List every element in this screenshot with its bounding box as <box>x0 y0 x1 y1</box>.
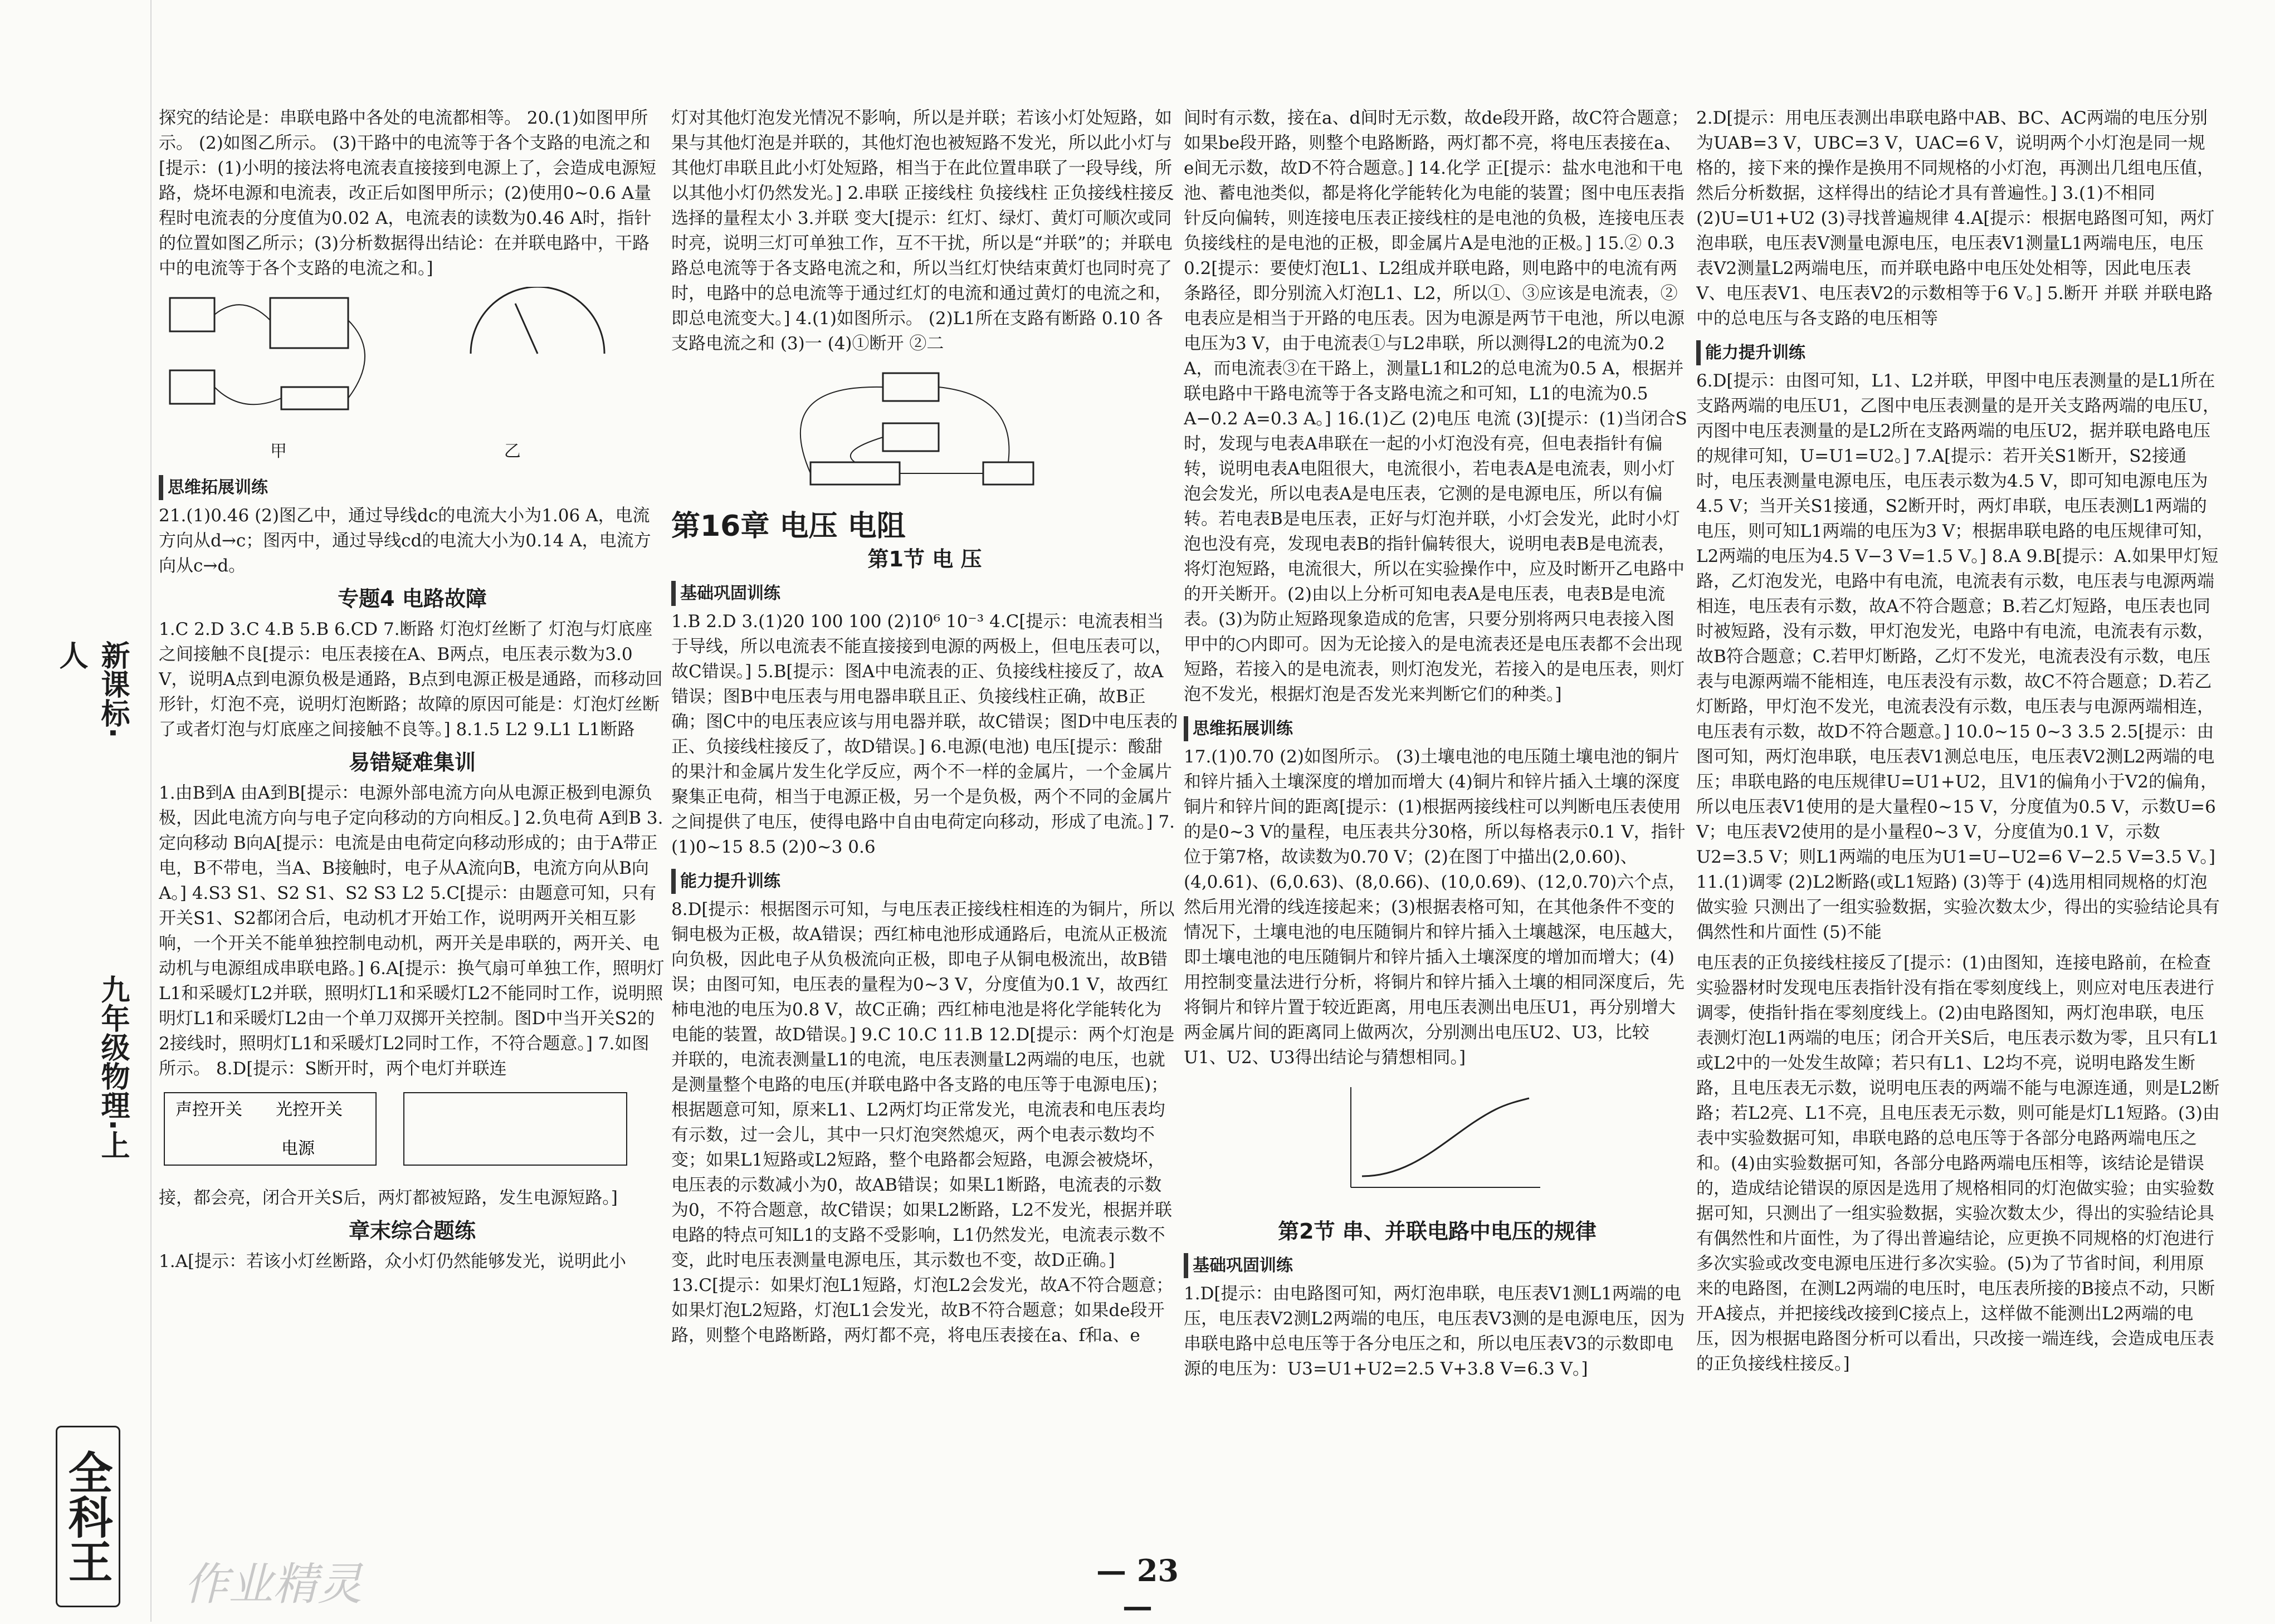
heading-error-prone: 易错疑难集训 <box>348 750 476 775</box>
battery <box>281 387 348 409</box>
wire-path <box>214 305 365 404</box>
section-tag: 能力提升训练 <box>671 869 780 894</box>
watermark: 作业精灵 <box>184 1558 362 1610</box>
ammeter <box>270 298 348 348</box>
book-title: 九年级物理·上 <box>96 975 129 1160</box>
page-number: — 23 — <box>1096 1553 1179 1624</box>
section-title: 第2节 串、并联电路中电压的规律 <box>1278 1219 1597 1244</box>
col4-para-2: 6.D[提示：由图可知，L1、L2并联，甲图中电压表测量的是L1所在支路两端的电压U1，乙图中电压表测量的是开关支路两端的电压U，丙图中电压表测量的是L2所在支路两端的电压U2，据并联电路电压的规律可知，U=U1=U2。] 7.A[提示：若开关S1断开，S2接通时，电压表测量电源电压，电压表示数为4.5 V，即可知电源电压为4.5 V；当开关S1接通，S2断开时，两灯串联，电压表测L1两端的电压，则可知L1两端的电压为3 V；根据串联电路的电压规律可知，L2两端的电压为4.5 V−3 V=1.5 V。] 8.A 9.B[提示：A.如果甲灯短路，乙灯泡发光，电路中有电流，电流表有示数，电压表与电源两端相连，电压表有示数，故A不符合题意；B.若乙灯短路，电压表也同时被短路，没有示数，甲灯泡发光，电路中有电流，电流表有示数，故B符合题意；C.若甲灯断路，乙灯不发光，电流表没有示数，电压表与电源两端不能相连，电压表没有示数，故C不符合题意；D.若乙灯断路，甲灯泡不发光，电流表没有示数，电压表与电源两端相连，电压表有示数，故D不符合题意。] 10.0~15 0~3 3.5 2.5[提示：由图可知，两灯泡串联，电压表V1测总电压，电压表V2测L2两端的电压；串联电路的电压规律U=U1+U2，且V1的偏角小于V2的偏角，所以电压表V1使用的是大量程0~15 V，分度值为0.5 V，示数U=6 V；电压表V2使用的是小量程0~3 V，分度值为0.1 V，示数U2=3.5 V；则L1两端的电压为U1=U−U2=6 V−2.5 V=3.5 V。] 11.(1)调零 (2)L2断路(或L1短路) (3)等于 (4)选用相同规格的灯泡做实验 只测出了一组实验数据，实验次数太少，得出的实验结论具有偶然性和片面性 (5)不能 <box>1696 371 2220 942</box>
lamp-base-1 <box>170 298 214 331</box>
section-tag: 基础巩固训练 <box>1184 1253 1293 1278</box>
brand-logo: 全科王 <box>56 1426 120 1607</box>
voltage-depth-chart <box>1184 1076 1691 1211</box>
parallel-circuit-figure <box>671 362 1178 503</box>
col3-para-1: 间时有示数，接在a、d间时无示数，故de段开路，故C符合题意；如果be段开路，则整个电路断路，两灯都不亮，将电压表接在a、e间无示数，故D不符合题意。] 14.化学 正[提示：盐水电池和干电池、蓄电池类似，都是将化学能转化为电能的装置；图中电压表指针反向偏转，则连接电压表正接线柱的是电池的负极，连接电压表负接线柱的是电池的正极，即金属片A是电池的正极。] 15.② 0.3 0.2[提示：要使灯泡L1、L2组成并联电路，则电路中的电流有两条路径，即分别流入灯泡L1、L2，所以①、③应该是电流表，②电表应是相当于开路的电压表。因为电源是两节干电池，所以电源电压为3 V，由于电流表①与L2串联，所以测得L2的电流为0.2 A，而电流表③在干路上，测量L1和L2的总电流为0.5 A，根据并联电路中干路电流等于各支路电流之和可知，L1的电流为0.5 A−0.2 A=0.3 A。] 16.(1)乙 (2)电压 电流 (3)[提示：(1)当闭合S时，发现与电表A串联在一起的小灯泡没有亮，但电表指针有偏转，说明电表A电阻很大，电流很小，若电表A是电流表，则小灯泡会发光，所以电表A是电压表，它测的是电源电压，所以有偏转。若电表B是电压表，正好与灯泡并联，小灯会发光，此时小灯泡也没有亮，发现电表B的指针偏转很大，说明电表B是电流表，将灯泡短路，电流很大，所以在实验操作中，应及时断开乙电路中的开关断开。(2)由以上分析可知电表A是电压表，电表B是电流表。(3)为防止短路现象造成的危害，只要分别将两只电表接入图甲中的○内即可。因为无论接入的是电流表还是电压表都不会出现短路，若接入的是电流表，则灯泡发光，若接入的是电压表，则灯泡不发光，根据灯泡是否发光来判断它们的种类。] <box>1184 108 1689 705</box>
col1-para-1: 探究的结论是：串联电路中各处的电流都相等。 20.(1)如图甲所示。 (2)如图乙所示。 (3)干路中的电流等于各个支路的电流之和[提示：(1)小明的接法将电流表直接接到电源上了，会造成电源短路，烧坏电源和电流表，改正后如图甲所示；(2)使用0~0.6 A量程时电流表的分度值为0.02 A，电流表的读数为0.46 A时，指针的位置如图乙所示；(3)分析数据得出结论：在并联电路中，干路中的电流等于各个支路的电流之和。] <box>159 108 657 278</box>
section-tag: 思维拓展训练 <box>159 475 268 500</box>
col2-para-2: 1.B 2.D 3.(1)20 100 100 (2)10⁶ 10⁻³ 4.C[提示：电流表相当于导线，所以电流表不能直接接到电源的两极上，但电压表可以，故C错误。] 5.B[提示：图A中电流表的正、负接线柱接反了，故A错误；图B中电压表与用电器串联且正、负接线柱正确，故B正确；图C中的电压表应该与用电器并联，故C错误；图D中电压表的正、负接线柱接反了，故D错误。] 6.电源(电池) 电压[提示：酸甜的果汁和金属片发生化学反应，两个不一样的金属片，一个金属片聚集正电荷，相当于电源正极，另一个是负极，两个不同的金属片之间提供了电压，使得电路中自由电荷定向移动，形成了电流。] 7.(1)0~15 8.5 (2)0~3 0.6 <box>671 612 1178 857</box>
col1-para-3: 1.C 2.D 3.C 4.B 5.B 6.CD 7.断路 灯泡灯丝断了 灯泡与灯底座之间接触不良[提示：电压表接在A、B两点，电压表示数为3.0 V，说明A点到电源负极是通路，B点到电源正极是通路，而移动回形针，灯泡不亮，说明灯泡断路；故障的原因可能是：灯泡灯丝断了或者灯泡与灯底座之间接触不良等。] 8.1.5 L2 9.L1 L1断路 <box>159 619 663 740</box>
heading-chapter-exercise: 章末综合题练 <box>348 1219 476 1243</box>
section-tag: 基础巩固训练 <box>671 581 780 606</box>
col4-para-1: 2.D[提示：用电压表测出串联电路中AB、BC、AC两端的电压分别为UAB=3 V，UBC=3 V，UAC=6 V，说明两个小灯泡是同一规格的，接下来的操作是换用不同规格的小灯泡，再测出几组电压值，然后分析数据，这样得出的结论才具有普遍性。] 3.(1)不相同 (2)U=U1+U2 (3)寻找普遍规律 4.A[提示：根据电路图可知，两灯泡串联，电压表V测量电源电压，电压表V1测量L1两端电压，电压表V2测量L2两端电压，而并联电路中电压处处相等，因此电压表V、电压表V1、电压表V2的示数相等于6 V。] 5.断开 并联 并联电路中的总电压与各支路的电压相等 <box>1696 108 2215 329</box>
col1-para-2: 21.(1)0.46 (2)图乙中，通过导线dc的电流大小为1.06 A，电流方向从d→c；图丙中，通过导线cd的电流大小为0.14 A，电流方向从c→d。 <box>159 506 651 576</box>
col2-para-1: 灯对其他灯泡发光情况不影响，所以是并联；若该小灯处短路，如果与其他灯泡是并联的，其他灯泡也被短路不发光，所以此小灯与其他灯串联且此小灯处短路，相当于在此位置串联了一段导线，所以其他小灯仍然发光。] 2.串联 正接线柱 负接线柱 正负接线柱接反 选择的量程太小 3.并联 变大[提示：红灯、绿灯、黄灯可顺次或同时亮，说明三灯可单独工作，互不干扰，所以是“并联”的；并联电路总电流等于各支路电流之和，所以当红灯快结束黄灯也同时亮了时，电路中的总电流等于通过红灯的电流和通过黄灯的电流之和，即总电流变大。] 4.(1)如图所示。 (2)L1所在支路有断路 0.10 各支路电流之和 (3)一 (4)①断开 ②二 <box>671 108 1174 354</box>
series-label: 新课标·人 <box>54 640 129 738</box>
lamp-base-2 <box>170 370 214 404</box>
col1-para-6: 1.A[提示：若该小灯丝断路，众小灯仍然能够发光，说明此小 <box>159 1251 627 1271</box>
column-2 <box>671 106 1178 1548</box>
switch-circuit-figure <box>159 1087 666 1178</box>
section-tag: 思维拓展训练 <box>1184 716 1293 741</box>
power-source-label: 电源 <box>281 1139 315 1158</box>
section-title: 第1节 电 压 <box>867 547 982 571</box>
column-3 <box>1184 106 1691 1548</box>
col1-para-4: 1.由B到A 由A到B[提示：电源外部电流方向从电源正极到电源负极，因此电流方向与电子定向移动的方向相反。] 2.负电荷 A到B 3.定向移动 B向A[提示：电流是由电荷定向移动形成的；由于A带正电，B不带电，当A、B接触时，电子从A流向B，电流方向从B向A。] 4.S3 S1、S2 S1、S2 S3 L2 5.C[提示：由题意可知，只有开关S1、S2都闭合后，电动机才开始工作，说明两开关相互影响，一个开关不能单独控制电动机，两开关是串联的，两开关、电动机与电源组成串联电路。] 6.A[提示：换气扇可单独工作，照明灯L1和采暖灯L2并联，照明灯L1和采暖灯L2不能同时工作，说明照明灯L1和采暖灯L2由一个单刀双掷开关控制。图D中当开关S2的2接线时，照明灯L1和采暖灯L2同时工作，不符合题意。] 7.如图所示。 8.D[提示：S断开时，两个电灯并联连 <box>159 783 665 1079</box>
chapter-title: 第16章 电压 电阻 <box>671 510 906 543</box>
sound-switch-label: 声控开关 <box>175 1100 242 1119</box>
section-tag: 能力提升训练 <box>1696 340 1805 365</box>
col3-para-2: 17.(1)0.70 (2)如图所示。 (3)土壤电池的电压随土壤电池的铜片和锌片插入土壤深度的增加而增大 (4)铜片和锌片插入土壤的深度 铜片和锌片间的距离[提示：(1)根据两接线柱可以判断电压表使用的是0~3 V的量程，电压表共分30格，所以每格表示0.1 V，指针位于第7格，故读数为0.70 V；(2)在图丁中描出(2,0.60)、(4,0.61)、(6,0.63)、(8,0.66)、(10,0.69)、(12,0.70)六个点，然后用光滑的线连接起来；(3)根据表格可知，在其他条件不变的情况下，土壤电池的电压随铜片和锌片插入土壤越深，电压越大，即土壤电池的电压随铜片和锌片插入土壤深度的增加而增大；(4)用控制变量法进行分析，将铜片和锌片插入土壤的相同深度后，先将铜片和锌片置于较近距离，用电压表测出电压U1，再分别增大两金属片间的距离同上做两次，分别测出电压U2、U3，比较U1、U2、U3得出结论与猜想相同。] <box>1184 747 1686 1068</box>
figure-caption-b: 乙 <box>504 442 521 461</box>
meter-needle <box>515 304 538 354</box>
column-1 <box>159 106 666 1548</box>
col4-para-3: 电压表的正负接线柱接反了[提示：(1)由图知，连接电路前，在检查实验器材时发现电压表指针没有指在零刻度线上，则应对电压表进行调零，使指针指在零刻度线上。(2)由电路图知，两灯泡串联，电压表测灯泡L1两端的电压；闭合开关S后，电压表示数为零，且只有L1或L2中的一处发生故障；若只有L1、L2均不亮，说明电路发生断路，且电压表无示数，说明电压表的两端不能与电源连通，则是L2断路；若L2亮、L1不亮，且电压表无示数，则可能是灯L1短路。(3)由表中实验数据可知，串联电路的总电压等于各部分电路两端电压之和。(4)由实验数据可知，各部分电路两端电压相等，该结论是错误的，造成结论错误的原因是选用了规格相同的灯泡做实验；由实验数据可知，只测出了一组实验数据，实验次数太少，得出的实验结论具有偶然性和片面性，为了得出普遍结论，应更换不同规格的灯泡进行多次实验或改变电源电压进行多次实验。(5)为了节省时间，利用原来的电路图，在测L2两端的电压时，电压表所接的B接点不动，只断开A接点，并把接线改接到C接点上，这样做不能测出L2两端的电压，因为根据电路图分析可以看出，只改接一端连线，会造成电压表的正负接线柱接反。] <box>1696 953 2220 1374</box>
light-switch-label: 光控开关 <box>276 1100 343 1119</box>
sidebar <box>0 0 152 1622</box>
col2-para-3: 8.D[提示：根据图示可知，与电压表正接线柱相连的为铜片，所以铜电极为正极，故A错误；西红柿电池形成通路后，电流从正极流向负极，因此电子从负极流向正极，即电子从铜电极流出，故B错误；由图可知，电压表的量程为0~3 V，分度值为0.1 V，故西红柿电池的电压为0.8 V，故C正确；西红柿电池是将化学能转化为电能的装置，故D错误。] 9.C 10.C 11.B 12.D[提示：两个灯泡是并联的，电流表测量L1的电流，电压表测量L2两端的电压，也就是测量整个电路的电压(并联电路中各支路的电压等于电源电压)；根据题意可知，原来L1、L2两灯均正常发光，电流表和电压表均有示数，过一会儿，其中一只灯泡突然熄灭，两个电表示数均不变；如果L1短路或L2短路，整个电路都会短路，电源会被烧坏，电压表的示数减小为0，故AB错误；如果L1断路，电流表的示数为0，不符合题意，故C错误；如果L2断路，L2不发光，根据并联电路的特点可知L1的支路不受影响，L1仍然发光，电流表示数不变，此时电压表测量电源电压，其示数也不变，故D正确。] 13.C[提示：如果灯泡L1短路，灯泡L2会发光，故A不符合题意；如果灯泡L2短路，灯泡L1会发光，故B不符合题意；如果de段开路，则整个电路断路，两灯都不亮，将电压表接在a、f和a、e <box>671 899 1175 1346</box>
figure-caption-a: 甲 <box>270 442 287 461</box>
circuit-diagram-svg <box>159 287 649 432</box>
circuit-figure-1 <box>159 287 666 464</box>
heading-topic4: 专题4 电路故障 <box>338 586 487 611</box>
col1-para-5: 接，都会亮，闭合开关S后，两灯都被短路，发生电源短路。] <box>159 1188 618 1208</box>
column-4 <box>1696 106 2220 1548</box>
col3-para-3: 1.D[提示：由电路图可知，两灯泡串联，电压表V1测L1两端的电压，电压表V2测L2两端的电压，电压表V3测的是电源电压，因为串联电路中总电压等于各分电压之和，所以电压表V3的示数即电源的电压为：U3=U1+U2=2.5 V+3.8 V=6.3 V。] <box>1184 1284 1685 1379</box>
meter-dial <box>471 287 604 354</box>
